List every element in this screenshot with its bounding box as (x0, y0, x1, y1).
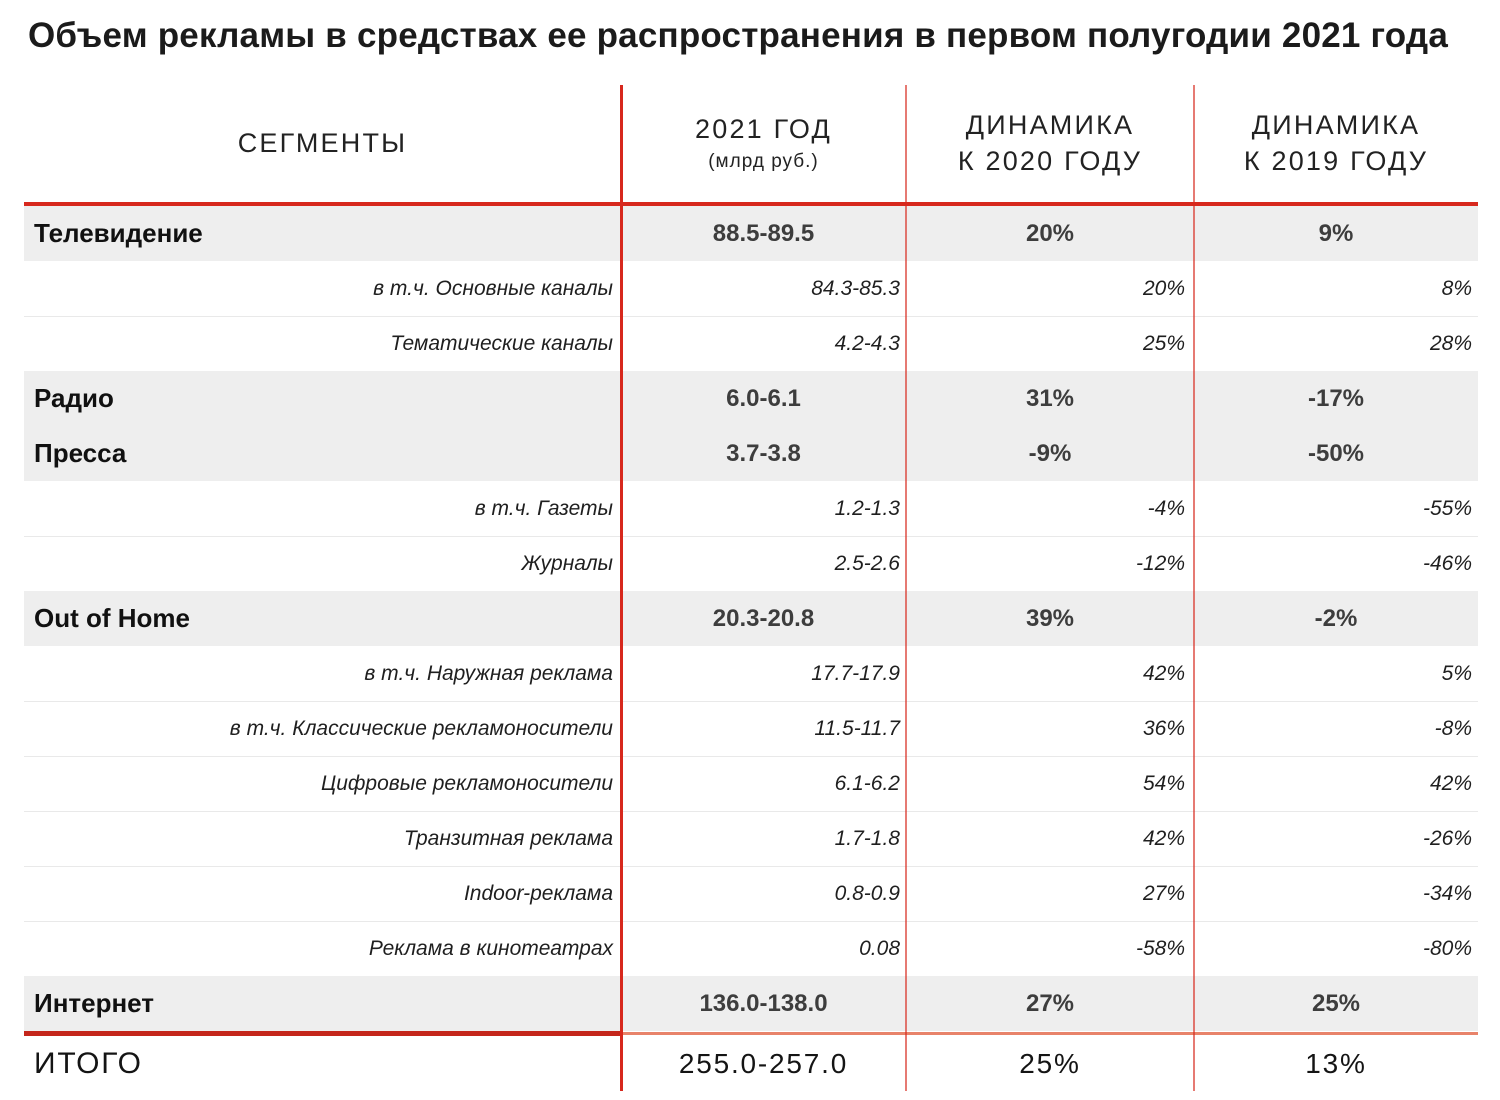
dynamics-2019: -46% (1422, 552, 1472, 575)
dynamics-2020: -58% (1135, 937, 1185, 960)
dynamics-2019: -26% (1422, 827, 1472, 850)
dynamics-2019: 9% (1318, 219, 1354, 247)
value-2021: 11.5-11.7 (814, 717, 900, 740)
table-row (24, 976, 1478, 1031)
column-header-dyn-2019-line2: К 2019 ГОДУ (1243, 145, 1429, 176)
segment-label: в т.ч. Основные каналы (373, 276, 613, 300)
segment-label: в т.ч. Газеты (474, 496, 613, 520)
column-separator-3 (1193, 85, 1195, 1091)
ad-volume-table (24, 85, 1478, 1091)
value-2021: 4.2-4.3 (834, 332, 900, 355)
table-row (24, 426, 1478, 481)
segment-label: Интернет (34, 988, 155, 1018)
column-header-dyn-2020-line1: ДИНАМИКА (965, 110, 1135, 141)
dynamics-2019: 28% (1429, 332, 1472, 355)
dynamics-2019: -2% (1314, 604, 1358, 632)
dynamics-2020: 31% (1025, 384, 1075, 412)
dynamics-2019: -8% (1434, 717, 1472, 740)
dynamics-2019: -17% (1307, 384, 1365, 412)
column-header-dyn-2020-line2: К 2020 ГОДУ (957, 145, 1143, 176)
value-2021: 3.7-3.8 (726, 439, 801, 467)
dynamics-2020: 27% (1025, 989, 1075, 1017)
total-dynamics-2020: 25% (1019, 1047, 1081, 1079)
table-row (24, 316, 1478, 371)
total-separator-line (24, 1031, 1478, 1036)
dynamics-2020: -4% (1147, 496, 1185, 520)
value-2021: 0.08 (859, 937, 900, 960)
column-header-segments: СЕГМЕНТЫ (237, 127, 408, 158)
value-2021: 2.5-2.6 (834, 552, 900, 575)
column-header-2021-label: 2021 ГОД (695, 114, 832, 145)
dynamics-2019: -50% (1307, 439, 1365, 467)
total-dynamics-2019: 13% (1305, 1047, 1367, 1079)
segment-label: в т.ч. Наружная реклама (364, 661, 613, 685)
dynamics-2020: 20% (1142, 276, 1185, 300)
value-2021: 136.0-138.0 (699, 989, 828, 1017)
value-2021: 17.7-17.9 (811, 661, 900, 685)
column-header-2021 (621, 112, 906, 175)
total-separator-dark-segment (24, 1031, 621, 1036)
value-2021: 1.2-1.3 (834, 496, 900, 520)
column-header-2021-units: (млрд руб.) (708, 151, 819, 173)
dynamics-2020: -12% (1135, 552, 1185, 575)
column-separator-2 (905, 85, 907, 1091)
column-header-dyn-2019 (1194, 108, 1478, 178)
segment-label: Цифровые рекламоносители (320, 772, 613, 795)
table-total-row (24, 1036, 1478, 1091)
table-row (24, 371, 1478, 426)
column-header-dyn-2019-line1: ДИНАМИКА (1251, 110, 1421, 141)
segment-label: в т.ч. Классические рекламоносители (229, 717, 613, 740)
table-row (24, 206, 1478, 261)
dynamics-2020: 39% (1025, 604, 1075, 632)
value-2021: 88.5-89.5 (712, 219, 815, 247)
dynamics-2019: 5% (1441, 661, 1472, 685)
segment-label: Indoor-реклама (463, 882, 613, 905)
segment-label: Реклама в кинотеатрах (368, 937, 613, 960)
table-row (24, 646, 1478, 701)
table-row (24, 921, 1478, 976)
segment-label: Радио (34, 383, 114, 413)
segment-label: Тематические каналы (390, 332, 613, 355)
dynamics-2020: 25% (1142, 332, 1185, 355)
table-row (24, 536, 1478, 591)
total-value-2021: 255.0-257.0 (678, 1047, 849, 1079)
table-row (24, 866, 1478, 921)
dynamics-2020: 20% (1025, 219, 1075, 247)
dynamics-2019: -55% (1422, 496, 1472, 520)
dynamics-2020: 27% (1142, 882, 1185, 905)
segment-label: Транзитная реклама (403, 827, 613, 850)
dynamics-2019: 42% (1429, 772, 1472, 795)
value-2021: 1.7-1.8 (834, 827, 900, 850)
column-header-dyn-2020 (906, 108, 1194, 178)
dynamics-2019: -34% (1422, 882, 1472, 905)
dynamics-2019: -80% (1422, 937, 1472, 960)
dynamics-2020: 36% (1142, 717, 1185, 740)
table-header (24, 85, 1478, 202)
column-separator-1 (620, 85, 623, 1091)
total-separator-light-segment (621, 1032, 1478, 1035)
value-2021: 84.3-85.3 (811, 276, 900, 300)
dynamics-2020: 54% (1142, 772, 1185, 795)
segment-label: Телевидение (34, 218, 203, 248)
page-title: Объем рекламы в средствах ее распространения в первом полугодии 2021 года (28, 16, 1449, 55)
dynamics-2020: -9% (1028, 439, 1072, 467)
value-2021: 0.8-0.9 (834, 882, 900, 905)
value-2021: 6.0-6.1 (726, 384, 801, 412)
dynamics-2019: 8% (1441, 276, 1472, 300)
table-row (24, 756, 1478, 811)
dynamics-2020: 42% (1142, 661, 1185, 685)
segment-label: Out of Home (34, 603, 190, 633)
segment-label: Пресса (34, 438, 127, 468)
table-row (24, 811, 1478, 866)
dynamics-2019: 25% (1311, 989, 1361, 1017)
total-label: ИТОГО (34, 1046, 143, 1080)
value-2021: 6.1-6.2 (834, 772, 900, 795)
table-row (24, 701, 1478, 756)
table-row (24, 591, 1478, 646)
segment-label: Журналы (521, 552, 613, 575)
value-2021: 20.3-20.8 (712, 604, 815, 632)
dynamics-2020: 42% (1142, 827, 1185, 850)
table-row (24, 261, 1478, 316)
table-row (24, 481, 1478, 536)
